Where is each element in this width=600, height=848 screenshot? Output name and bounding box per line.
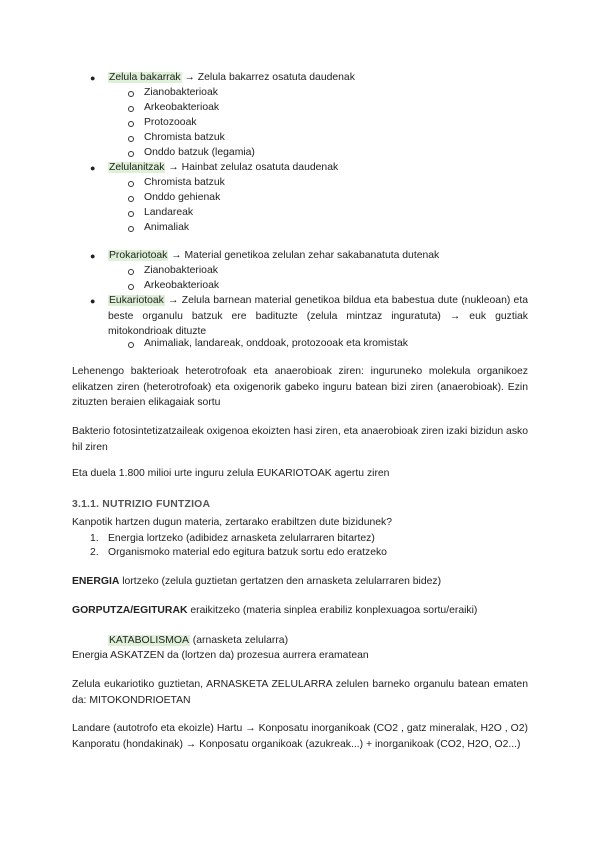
paragraph-lehenengo-bakterioak: Lehenengo bakterioak heterotrofoak eta anaerobioak ziren: inguruneko molekula organikoez elikatzen ziren (heterotrofoak) eta oxigenorik gabeko inguru batean bizi ziren (anaerobioak). Ezin zituzten beraien elikagaiak sortu: [72, 366, 528, 408]
highlight-term: Zelula bakarrak: [109, 72, 181, 83]
list-item-prokariotoak: [108, 249, 439, 263]
circle-bullet-icon: [128, 106, 134, 112]
sub-item: Zianobakterioak: [144, 87, 218, 98]
sub-item: Chromista batzuk: [144, 177, 225, 188]
list-item-zelula-bakarrak: [108, 71, 355, 85]
circle-bullet-icon: [128, 284, 134, 290]
sub-item: Chromista batzuk: [144, 132, 225, 143]
paragraph-landare: Landare (autotrofo eta ekoizle) Hartu → Konposatu inorganikoak (CO2 , gatz mineralak, H2O , O2) Kanporatu (hondakinak) → Konposatu organikoak (azukreak...) + inorganikoak (CO2, H2O, O2...): [72, 723, 528, 750]
numbered-index: 2.: [90, 547, 99, 558]
gorputza-line: [72, 604, 477, 618]
katabolismoa-rest: (arnasketa zelularra): [189, 635, 289, 646]
gorputza-bold: GORPUTZA/EGITURAK: [72, 605, 188, 616]
sub-item: Animaliak, landareak, onddoak, protozooak eta kromistak: [144, 338, 408, 349]
section-heading: 3.1.1. NUTRIZIO FUNTZIOA: [72, 499, 211, 510]
energia-bold: ENERGIA: [72, 576, 120, 587]
sub-item: Onddo batzuk (legamia): [144, 147, 255, 158]
circle-bullet-icon: [128, 269, 134, 275]
energia-line: [72, 575, 441, 589]
numbered-item: Organismoko material edo egitura batzuk sortu edo eratzeko: [108, 547, 387, 558]
highlight-term: Zelulanitzak: [109, 162, 165, 173]
circle-bullet-icon: [128, 211, 134, 217]
sub-item: Protozooak: [144, 117, 197, 128]
list-item-eukariotoak: [108, 293, 528, 340]
katabolismoa-description: Energia ASKATZEN da (lortzen da) prozesua aurrera eramatean: [72, 650, 369, 661]
circle-bullet-icon: [128, 196, 134, 202]
gorputza-rest: eraikitzeko (materia sinplea erabiliz konplexuagoa sortu/eraiki): [187, 605, 478, 616]
highlight-term: Prokariotoak: [109, 250, 168, 261]
circle-bullet-icon: [128, 91, 134, 97]
bullet-icon: ●: [90, 251, 96, 261]
circle-bullet-icon: [128, 181, 134, 187]
energia-rest: lortzeko (zelula guztietan gertatzen den arnasketa zelularraren bidez): [119, 576, 442, 587]
highlight-term: KATABOLISMOA: [109, 635, 189, 646]
question-text: Kanpotik hartzen dugun materia, zertarako erabiltzen dute bizidunek?: [72, 517, 392, 528]
bullet-icon: ●: [90, 163, 96, 173]
circle-bullet-icon: [128, 342, 134, 348]
sub-item: Arkeobakterioak: [144, 102, 220, 113]
circle-bullet-icon: [128, 151, 134, 157]
sub-item: Arkeobakterioak: [144, 280, 220, 291]
item-description: → Zelula barnean material genetikoa bildua eta babestua dute (nukleoan) eta beste organulu batzuk ere badituzte (zelula mintzaz inguratuta) → euk guztiak mitokondrioak dituzte: [108, 295, 528, 337]
circle-bullet-icon: [128, 121, 134, 127]
paragraph-mitokondrioetan: Zelula eukariotiko guztietan, ARNASKETA ZELULARRA zelulen barneko organulu batean ematen da: MITOKONDRIOETAN: [72, 679, 528, 706]
item-description: → Material genetikoa zelulan zehar sakabanatuta dutenak: [168, 250, 440, 261]
circle-bullet-icon: [128, 226, 134, 232]
bullet-icon: ●: [90, 296, 96, 306]
sub-item: Onddo gehienak: [144, 192, 221, 203]
item-description: → Zelula bakarrez osatuta daudenak: [181, 72, 355, 83]
item-description: → Hainbat zelulaz osatuta daudenak: [165, 162, 339, 173]
paragraph-bakterio-fotosintetizatzaileak: Bakterio fotosintetizatzaileak oxigenoa ekoizten hasi ziren, eta anaerobioak ziren izaki bizidun asko hil ziren: [72, 426, 528, 453]
list-item-zelulanitzak: [108, 161, 338, 175]
numbered-item: Energia lortzeko (adibidez arnasketa zelularraren bitartez): [108, 533, 375, 544]
bullet-icon: ●: [90, 73, 96, 83]
circle-bullet-icon: [128, 136, 134, 142]
sub-item: Animaliak: [144, 222, 190, 233]
numbered-index: 1.: [90, 533, 99, 544]
katabolismoa-line: [108, 634, 288, 648]
sub-item: Landareak: [144, 207, 194, 218]
sub-item: Zianobakterioak: [144, 265, 218, 276]
highlight-term: Eukariotoak: [109, 295, 164, 306]
paragraph-eukariotoak-agertu: Eta duela 1.800 milioi urte inguru zelula EUKARIOTOAK agertu ziren: [72, 468, 390, 479]
